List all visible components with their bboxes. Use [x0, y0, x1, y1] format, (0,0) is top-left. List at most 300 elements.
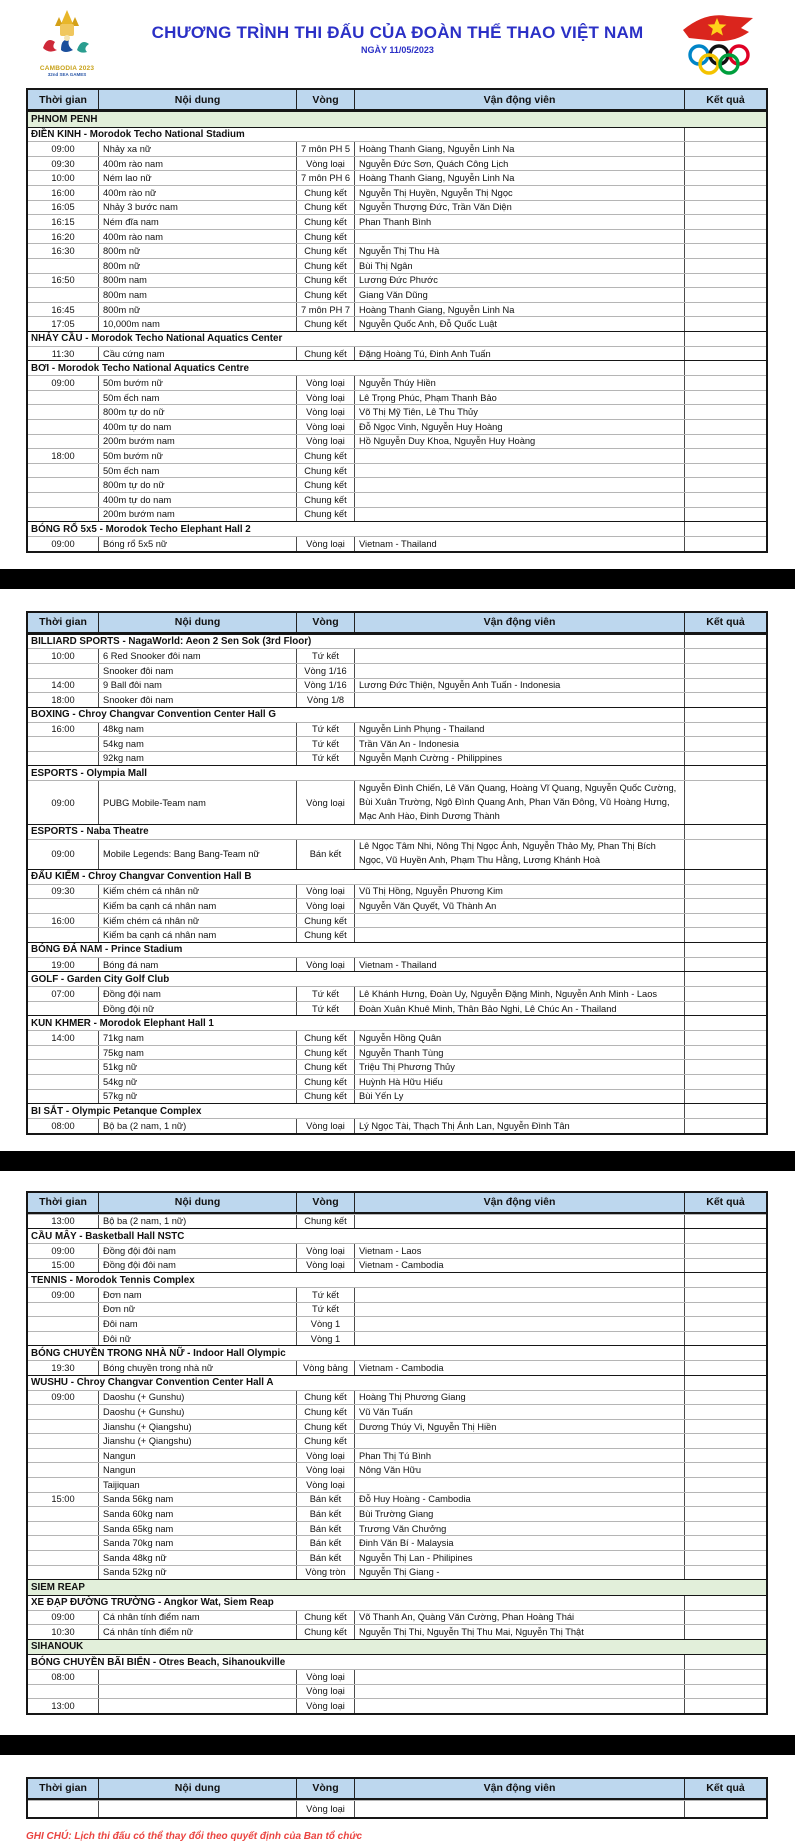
time-cell: [28, 405, 98, 419]
time-cell: [28, 1566, 98, 1580]
round-cell: Bán kết: [296, 1536, 354, 1550]
sport-section-label: BÓNG RỔ 5x5 - Morodok Techo Elephant Hall 2: [31, 523, 251, 535]
athletes-cell: Nguyễn Thúy Hiền: [354, 376, 684, 390]
athletes-cell: [354, 493, 684, 507]
content-cell: 400m rào nữ: [98, 186, 296, 200]
result-cell: [684, 537, 766, 551]
event-row: [28, 185, 766, 200]
sport-section-label: BÓNG ĐÁ NAM - Prince Stadium: [31, 944, 183, 956]
round-cell: Vòng loại: [296, 391, 354, 405]
result-cell: [684, 766, 766, 780]
time-cell: [28, 928, 98, 942]
result-cell: [684, 928, 766, 942]
round-cell: Tứ kết: [296, 723, 354, 737]
column-header-2: Vòng: [296, 613, 354, 632]
result-cell: [684, 376, 766, 390]
time-cell: 09:00: [51, 1245, 75, 1256]
time-cell: [28, 259, 98, 273]
result-cell: [684, 157, 766, 171]
round-cell: Chung kết: [296, 449, 354, 463]
event-row: [28, 1462, 766, 1477]
round-cell: Chung kết: [296, 259, 354, 273]
column-header-row: [28, 1193, 766, 1214]
athletes-cell: Nguyễn Đình Chiến, Lê Văn Quang, Hoàng Vĩ Quang, Nguyễn Quốc Cường, Bùi Xuân Trường, Ngô Đình Quang Anh, Phan Văn Đông, Vũ Hoàng Hưng, Mạc Anh Hào, Đinh Dương Thành: [354, 781, 684, 824]
time-cell: [28, 1536, 98, 1550]
schedule-table-4: [26, 1777, 768, 1819]
time-cell: [28, 1522, 98, 1536]
content-cell: 200m bướm nam: [98, 435, 296, 449]
athletes-cell: Vũ Thị Hồng, Nguyễn Phương Kim: [354, 885, 684, 899]
vietnam-olympic-committee-logo: [665, 8, 770, 82]
athletes-cell: Đoàn Xuân Khuê Minh, Thân Bảo Nghi, Lê Chúc An - Thailand: [354, 1002, 684, 1016]
time-cell: [28, 1046, 98, 1060]
time-cell: 10:00: [51, 173, 75, 184]
event-row: [28, 214, 766, 229]
event-row: [28, 1684, 766, 1699]
round-cell: Vòng loại: [296, 885, 354, 899]
athletes-cell: Hoàng Thanh Giang, Nguyễn Linh Na: [354, 303, 684, 317]
content-cell: Đôi nữ: [98, 1332, 296, 1346]
result-cell: [684, 914, 766, 928]
time-cell: [28, 1685, 98, 1699]
content-cell: PUBG Mobile-Team nam: [98, 781, 296, 824]
content-cell: [98, 1685, 296, 1699]
time-cell: [28, 1075, 98, 1089]
round-cell: Chung kết: [296, 1215, 354, 1229]
sport-section-label: ESPORTS - Olympia Mall: [31, 767, 147, 779]
sport-section-label: BI SẮT - Olympic Petanque Complex: [31, 1105, 202, 1117]
result-cell: [684, 493, 766, 507]
athletes-cell: Giang Văn Dũng: [354, 288, 684, 302]
time-cell: 16:30: [51, 246, 75, 257]
content-cell: Ném đĩa nam: [98, 215, 296, 229]
time-cell: [28, 478, 98, 492]
result-cell: [684, 885, 766, 899]
athletes-cell: Lương Đức Phước: [354, 274, 684, 288]
athletes-cell: Nguyễn Mạnh Cường - Philippines: [354, 752, 684, 766]
athletes-cell: Nguyễn Văn Quyết, Vũ Thành An: [354, 899, 684, 913]
athletes-cell: Đặng Hoàng Tú, Đinh Anh Tuấn: [354, 347, 684, 361]
column-header-3: Vận động viên: [354, 1193, 684, 1212]
time-cell: 14:00: [51, 1033, 75, 1044]
round-cell: Vòng loại: [296, 1463, 354, 1477]
content-cell: 800m nữ: [98, 259, 296, 273]
athletes-cell: Nguyễn Thị Thu Hà: [354, 244, 684, 258]
content-cell: Snooker đôi nam: [98, 664, 296, 678]
result-cell: [684, 391, 766, 405]
result-cell: [684, 317, 766, 331]
event-row: [28, 1535, 766, 1550]
event-row: [28, 170, 766, 185]
athletes-cell: [354, 1303, 684, 1317]
athletes-cell: Bùi Yến Ly: [354, 1090, 684, 1104]
event-row: [28, 1433, 766, 1448]
sport-section-row: [28, 331, 766, 346]
result-cell: [684, 259, 766, 273]
event-row: [28, 1448, 766, 1463]
logo-text-cambodia: CAMBODIA 2023: [39, 65, 95, 72]
event-row: [28, 287, 766, 302]
time-cell: [28, 435, 98, 449]
time-cell: 13:00: [51, 1216, 75, 1227]
round-cell: Chung kết: [296, 928, 354, 942]
content-cell: Cá nhân tính điểm nữ: [98, 1625, 296, 1639]
content-cell: Đồng đội đôi nam: [98, 1244, 296, 1258]
athletes-cell: Nguyễn Thị Huyền, Nguyễn Thị Ngọc: [354, 186, 684, 200]
column-header-row: [28, 90, 766, 111]
result-cell: [684, 230, 766, 244]
athletes-cell: Nguyễn Thị Lan - Philipines: [354, 1551, 684, 1565]
time-cell: [28, 1463, 98, 1477]
athletes-cell: Đỗ Ngọc Vinh, Nguyễn Huy Hoàng: [354, 420, 684, 434]
time-cell: 16:45: [51, 304, 75, 315]
event-row: [28, 1243, 766, 1258]
athletes-cell: Nguyễn Linh Phụng - Thailand: [354, 723, 684, 737]
time-cell: [28, 288, 98, 302]
result-cell: [684, 1405, 766, 1419]
event-row: [28, 1302, 766, 1317]
athletes-cell: [354, 1801, 684, 1817]
time-cell: [28, 1551, 98, 1565]
content-cell: Kiếm ba cạnh cá nhân nam: [98, 899, 296, 913]
athletes-cell: Hoàng Thanh Giang, Nguyễn Linh Na: [354, 142, 684, 156]
athletes-cell: Nguyễn Thị Thi, Nguyễn Thị Thu Mai, Nguyễn Thị Thật: [354, 1625, 684, 1639]
sport-section-row: [28, 707, 766, 722]
event-row: [28, 1030, 766, 1045]
time-cell: [28, 1332, 98, 1346]
content-cell: Sanda 70kg nam: [98, 1536, 296, 1550]
round-cell: Chung kết: [296, 464, 354, 478]
content-cell: 54kg nữ: [98, 1075, 296, 1089]
time-cell: [28, 1507, 98, 1521]
athletes-cell: [354, 478, 684, 492]
content-cell: [98, 1699, 296, 1713]
time-cell: [28, 899, 98, 913]
content-cell: Nhảy 3 bước nam: [98, 201, 296, 215]
athletes-cell: Nguyễn Thanh Tùng: [354, 1046, 684, 1060]
schedule-date: NGÀY 11/05/2023: [361, 45, 434, 55]
content-cell: 71kg nam: [98, 1031, 296, 1045]
content-cell: 200m bướm nam: [98, 508, 296, 522]
athletes-cell: [354, 928, 684, 942]
black-separator-band: [0, 1151, 795, 1171]
event-row: [28, 913, 766, 928]
content-cell: 800m tự do nữ: [98, 405, 296, 419]
result-cell: [684, 1332, 766, 1346]
result-cell: [684, 723, 766, 737]
event-row: [28, 751, 766, 766]
athletes-cell: [354, 914, 684, 928]
sport-section-label: BOXING - Chroy Changvar Convention Center Hall G: [31, 709, 276, 721]
result-cell: [684, 635, 766, 649]
round-cell: Vòng loại: [296, 1244, 354, 1258]
time-cell: 16:15: [51, 217, 75, 228]
event-row: [28, 1045, 766, 1060]
event-row: [28, 1550, 766, 1565]
round-cell: Chung kết: [296, 493, 354, 507]
round-cell: Vòng loại: [296, 157, 354, 171]
sport-section-label: CẦU MÂY - Basketball Hall NSTC: [31, 1230, 185, 1242]
content-cell: Bộ ba (2 nam, 1 nữ): [98, 1119, 296, 1133]
column-header-3: Vận động viên: [354, 90, 684, 109]
event-row: [28, 1331, 766, 1346]
time-cell: 13:00: [51, 1701, 75, 1711]
black-separator-band: [0, 1735, 795, 1755]
result-cell: [684, 1060, 766, 1074]
event-row: [28, 1477, 766, 1492]
athletes-cell: Phan Thanh Bình: [354, 215, 684, 229]
athletes-cell: [354, 230, 684, 244]
content-cell: Taijiquan: [98, 1478, 296, 1492]
sport-section-row: [28, 1375, 766, 1390]
result-cell: [684, 1046, 766, 1060]
result-cell: [684, 1420, 766, 1434]
column-header-4: Kết quả: [684, 613, 766, 632]
result-cell: [684, 1493, 766, 1507]
time-cell: 16:50: [51, 275, 75, 286]
content-cell: Đơn nam: [98, 1288, 296, 1302]
column-header-0: Thời gian: [39, 616, 87, 629]
athletes-cell: Hoàng Thanh Giang, Nguyễn Linh Na: [354, 171, 684, 185]
sport-section-label: KUN KHMER - Morodok Elephant Hall 1: [31, 1017, 214, 1029]
sport-section-row: [28, 360, 766, 375]
content-cell: Nangun: [98, 1449, 296, 1463]
round-cell: 7 môn PH 5: [296, 142, 354, 156]
time-cell: 09:00: [51, 1612, 75, 1623]
athletes-cell: [354, 1699, 684, 1713]
result-cell: [684, 1596, 766, 1610]
content-cell: Đôi nam: [98, 1317, 296, 1331]
result-cell: [684, 186, 766, 200]
athletes-cell: [354, 1434, 684, 1448]
athletes-cell: Nông Văn Hữu: [354, 1463, 684, 1477]
time-cell: 09:00: [51, 797, 75, 808]
sport-section-label: ĐẤU KIẾM - Chroy Changvar Convention Hall B: [31, 871, 252, 883]
vietnam-flag-olympic-rings-icon: [665, 8, 770, 82]
time-cell: 15:00: [51, 1494, 75, 1505]
result-cell: [684, 1566, 766, 1580]
result-cell: [684, 332, 766, 346]
round-cell: Bán kết: [296, 1522, 354, 1536]
sport-section-row: [28, 824, 766, 839]
time-cell: [28, 664, 98, 678]
athletes-cell: Vietnam - Laos: [354, 1244, 684, 1258]
round-cell: Chung kết: [296, 1405, 354, 1419]
round-cell: Vòng 1/8: [296, 693, 354, 707]
result-cell: [684, 1244, 766, 1258]
result-cell: [684, 449, 766, 463]
event-row: [28, 1565, 766, 1580]
result-cell: [684, 1119, 766, 1133]
content-cell: Sanda 48kg nữ: [98, 1551, 296, 1565]
athletes-cell: [354, 508, 684, 522]
time-cell: [28, 1317, 98, 1331]
column-header-1: Nội dung: [98, 1779, 296, 1798]
event-row: [28, 1698, 766, 1713]
event-row: [28, 229, 766, 244]
result-cell: [684, 679, 766, 693]
event-row: [28, 1316, 766, 1331]
athletes-cell: Nguyễn Thượng Đức, Trần Văn Diện: [354, 201, 684, 215]
result-cell: [684, 1463, 766, 1477]
time-cell: [28, 508, 98, 522]
schedule-table-phnom-penh: [26, 88, 768, 553]
athletes-cell: Lê Ngọc Tâm Nhi, Nông Thị Ngọc Ánh, Nguyễn Thảo My, Phan Thị Bích Ngọc, Vũ Huyền Anh, Phạm Thu Hằng, Lương Khánh Hoà: [354, 840, 684, 869]
sport-section-row: [28, 1654, 766, 1669]
sport-section-row: [28, 765, 766, 780]
event-row: [28, 463, 766, 478]
time-cell: 09:00: [51, 538, 75, 549]
time-cell: 17:05: [51, 319, 75, 330]
content-cell: 50m bướm nữ: [98, 449, 296, 463]
result-cell: [684, 435, 766, 449]
round-cell: Bán kết: [296, 1551, 354, 1565]
round-cell: Vòng 1/16: [296, 679, 354, 693]
content-cell: Bộ ba (2 nam, 1 nữ): [98, 1215, 296, 1229]
round-cell: Chung kết: [296, 1046, 354, 1060]
time-cell: [28, 752, 98, 766]
result-cell: [684, 1229, 766, 1243]
result-cell: [684, 274, 766, 288]
city-band: PHNOM PENH: [28, 111, 766, 127]
sport-section-label: BÓNG CHUYỀN TRONG NHÀ NỮ - Indoor Hall Olympic: [31, 1347, 286, 1359]
time-cell: 09:00: [51, 144, 75, 155]
document-header: [0, 0, 795, 88]
athletes-cell: Vietnam - Thailand: [354, 537, 684, 551]
athletes-cell: Nguyễn Quốc Anh, Đỗ Quốc Luật: [354, 317, 684, 331]
content-cell: 92kg nam: [98, 752, 296, 766]
result-cell: [684, 1391, 766, 1405]
round-cell: Vòng loại: [296, 781, 354, 824]
result-cell: [684, 1801, 766, 1817]
content-cell: Cầu cứng nam: [98, 347, 296, 361]
content-cell: 800m tự do nữ: [98, 478, 296, 492]
time-cell: 08:00: [51, 1671, 75, 1682]
round-cell: Vòng loại: [296, 405, 354, 419]
result-cell: [684, 420, 766, 434]
column-header-1: Nội dung: [98, 90, 296, 109]
result-cell: [684, 1655, 766, 1669]
round-cell: Vòng loại: [296, 435, 354, 449]
round-cell: Chung kết: [296, 478, 354, 492]
content-cell: Bóng đá nam: [98, 958, 296, 972]
event-row: [28, 492, 766, 507]
event-row: [28, 1214, 766, 1229]
sport-section-row: [28, 971, 766, 986]
time-cell: [28, 737, 98, 751]
result-cell: [684, 1016, 766, 1030]
event-row: [28, 1492, 766, 1507]
athletes-cell: Lý Ngọc Tài, Thạch Thị Ánh Lan, Nguyễn Đình Tân: [354, 1119, 684, 1133]
athletes-cell: [354, 464, 684, 478]
time-cell: 11:30: [51, 348, 75, 359]
event-row: [28, 957, 766, 972]
event-row: [28, 434, 766, 449]
result-cell: [684, 1346, 766, 1360]
result-cell: [684, 1361, 766, 1375]
column-header-3: Vận động viên: [354, 1779, 684, 1798]
round-cell: Vòng loại: [296, 420, 354, 434]
round-cell: Vòng loại: [296, 1119, 354, 1133]
result-cell: [684, 1075, 766, 1089]
time-cell: 09:30: [51, 158, 75, 169]
sport-section-row: [28, 127, 766, 142]
content-cell: 10,000m nam: [98, 317, 296, 331]
round-cell: Chung kết: [296, 1391, 354, 1405]
athletes-cell: Võ Thị Mỹ Tiên, Lê Thu Thủy: [354, 405, 684, 419]
event-row: [28, 404, 766, 419]
time-cell: 09:00: [51, 1392, 75, 1403]
column-header-0: Thời gian: [39, 93, 87, 106]
athletes-cell: Vietnam - Thailand: [354, 958, 684, 972]
round-cell: Chung kết: [296, 1611, 354, 1625]
column-header-4: Kết quả: [684, 90, 766, 109]
event-row: [28, 477, 766, 492]
time-cell: [28, 1405, 98, 1419]
event-row: [28, 346, 766, 361]
city-band: SIHANOUK: [28, 1639, 766, 1655]
athletes-cell: Bùi Thị Ngân: [354, 259, 684, 273]
round-cell: Chung kết: [296, 1434, 354, 1448]
content-cell: Kiếm chém cá nhân nữ: [98, 914, 296, 928]
result-cell: [684, 215, 766, 229]
sport-section-row: [28, 1272, 766, 1287]
column-header-row: [28, 1779, 766, 1800]
event-row: [28, 390, 766, 405]
time-cell: [28, 391, 98, 405]
event-row: [28, 375, 766, 390]
athletes-cell: [354, 1215, 684, 1229]
content-cell: 800m nam: [98, 274, 296, 288]
round-cell: Vòng loại: [296, 1259, 354, 1273]
athletes-cell: Dương Thúy Vi, Nguyễn Thị Hiền: [354, 1420, 684, 1434]
result-cell: [684, 1259, 766, 1273]
time-cell: [28, 1303, 98, 1317]
column-header-4: Kết quả: [684, 1779, 766, 1798]
result-cell: [684, 1699, 766, 1713]
round-cell: Chung kết: [296, 288, 354, 302]
event-row: [28, 986, 766, 1001]
sport-section-label: NHẢY CẦU - Morodok Techo National Aquatics Center: [31, 333, 283, 345]
round-cell: Tứ kết: [296, 1303, 354, 1317]
event-row: [28, 243, 766, 258]
content-cell: Nangun: [98, 1463, 296, 1477]
result-cell: [684, 1522, 766, 1536]
event-row: [28, 736, 766, 751]
city-band: SIEM REAP: [28, 1579, 766, 1595]
event-row: [28, 536, 766, 551]
athletes-cell: Hồ Nguyễn Duy Khoa, Nguyễn Huy Hoàng: [354, 435, 684, 449]
column-header-0: Thời gian: [39, 1196, 87, 1209]
content-cell: Daoshu (+ Gunshu): [98, 1391, 296, 1405]
result-cell: [684, 1031, 766, 1045]
round-cell: Tứ kết: [296, 987, 354, 1001]
athletes-cell: Võ Thanh An, Quàng Văn Cường, Phan Hoàng Thái: [354, 1611, 684, 1625]
result-cell: [684, 128, 766, 142]
page-title: CHƯƠNG TRÌNH THI ĐẤU CỦA ĐOÀN THỂ THAO VIỆT NAM: [151, 23, 644, 42]
time-cell: [28, 420, 98, 434]
sport-section-row: [28, 1228, 766, 1243]
result-cell: [684, 171, 766, 185]
event-row: [28, 1118, 766, 1133]
event-row: [28, 1074, 766, 1089]
result-cell: [684, 1288, 766, 1302]
result-cell: [684, 1317, 766, 1331]
round-cell: Vòng loại: [296, 1801, 354, 1817]
content-cell: Sanda 65kg nam: [98, 1522, 296, 1536]
result-cell: [684, 1478, 766, 1492]
event-row: [28, 1521, 766, 1536]
